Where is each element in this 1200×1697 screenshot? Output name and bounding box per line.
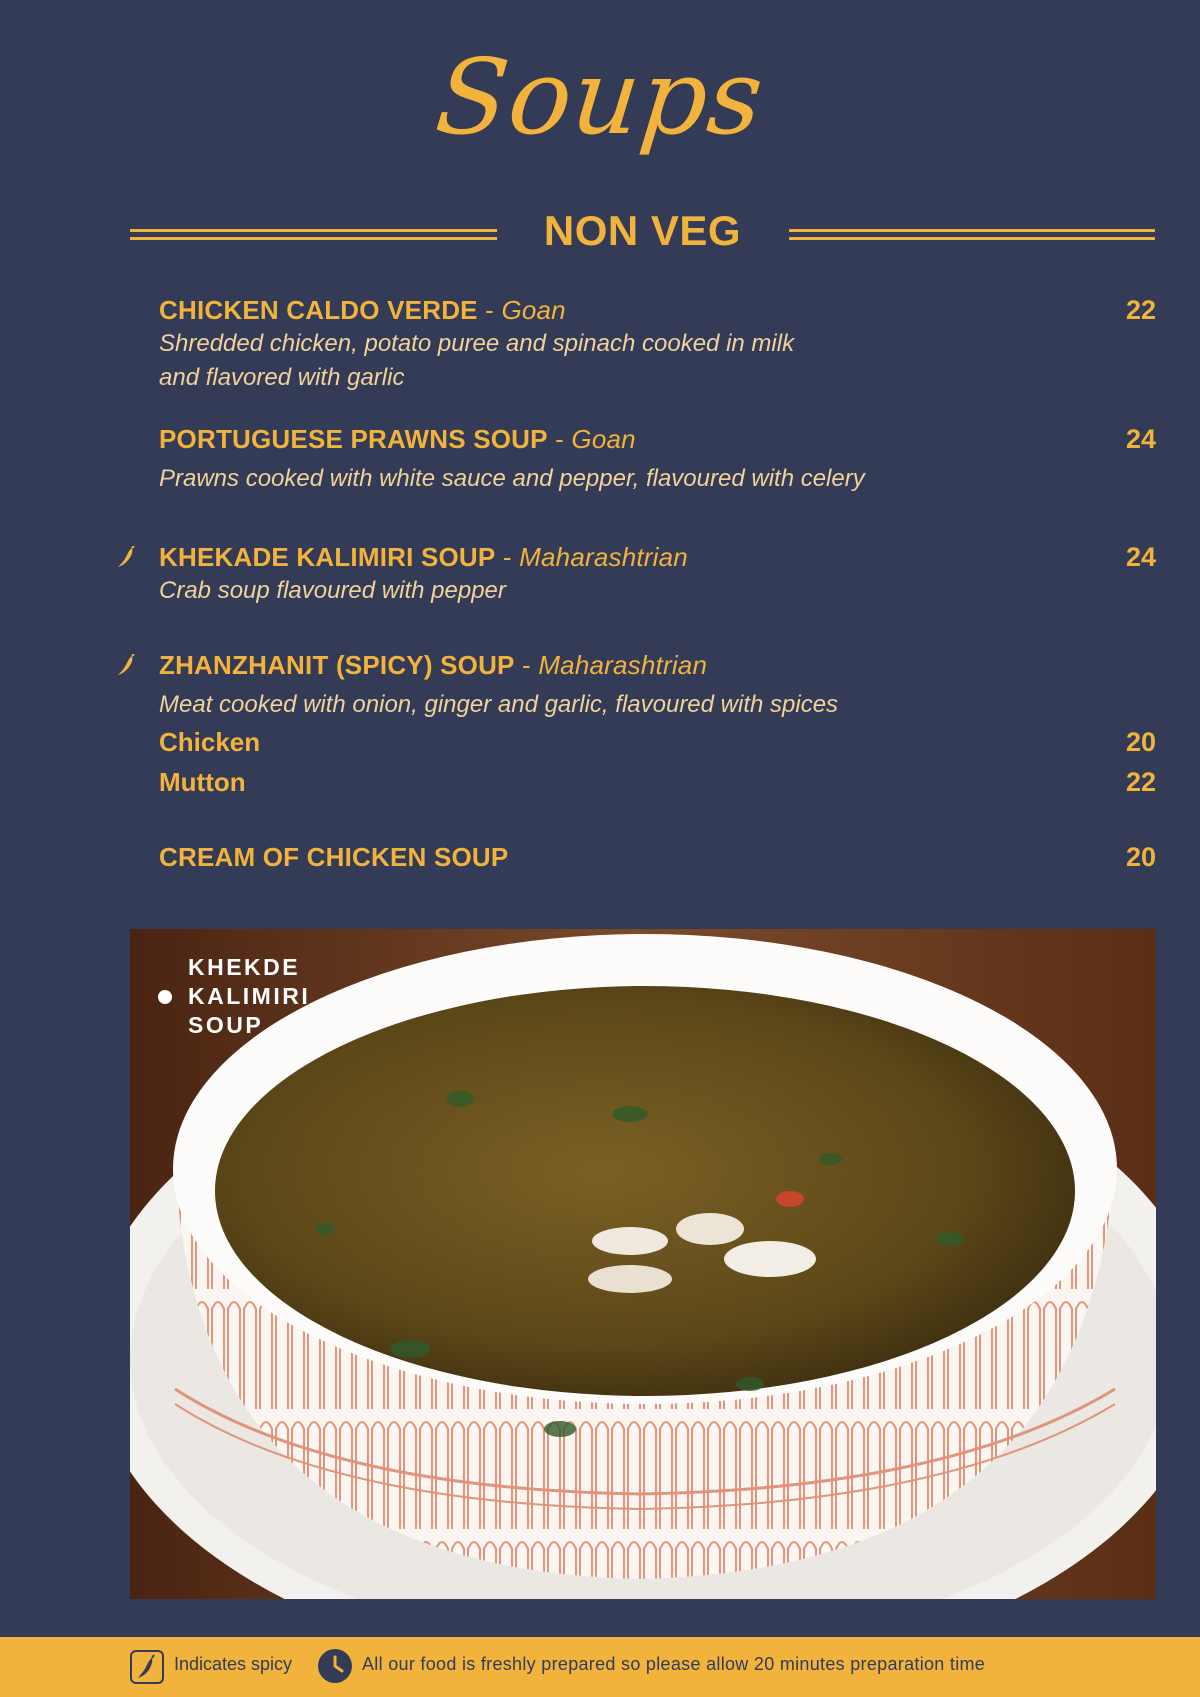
item-price: 22 [1125, 295, 1156, 325]
variant-row [159, 762, 1156, 802]
menu-item: ZHANZHANIT (SPICY) SOUP - Maharashtrian Meat cooked with onion, ginger and garlic, flavoured with spices Chicken 20 Mutton 22 [159, 648, 1156, 802]
preparation-note: All our food is freshly prepared so please allow 20 minutes preparation time [362, 1654, 986, 1674]
item-description: Shredded chicken, potato puree and spinach cooked in milk [159, 330, 795, 357]
section-header [130, 207, 1155, 257]
item-origin: Goan [501, 295, 566, 325]
item-name: CHICKEN CALDO VERDE [159, 295, 478, 325]
item-name: KHEKADE KALIMIRI SOUP [159, 542, 496, 572]
item-price: 20 [1125, 842, 1156, 872]
item-name: CREAM OF CHICKEN SOUP [159, 842, 509, 872]
menu-item [159, 840, 1156, 874]
item-name: PORTUGUESE PRAWNS SOUP [159, 424, 548, 454]
item-description: and flavored with garlic [159, 364, 405, 391]
menu-item: PORTUGUESE PRAWNS SOUP - Goan 24 Prawns cooked with white sauce and pepper, flavoured with celery [159, 422, 1156, 496]
soup-photo [130, 929, 1156, 1599]
variant-name: Mutton [159, 767, 246, 797]
spicy-legend: Indicates spicy [174, 1654, 293, 1674]
divider-right [789, 229, 1155, 240]
item-description: Meat cooked with onion, ginger and garlic, flavoured with spices [159, 691, 839, 718]
item-price: 24 [1125, 424, 1156, 454]
item-origin: Goan [571, 424, 636, 454]
item-description: Prawns cooked with white sauce and pepper, flavoured with celery [159, 465, 865, 492]
chili-icon [117, 546, 137, 568]
variant-row [159, 722, 1156, 762]
variant-price: 20 [1125, 727, 1156, 757]
chili-icon [117, 654, 137, 676]
variant-name: Chicken [159, 727, 261, 757]
chili-icon [130, 1650, 164, 1684]
item-name: ZHANZHANIT (SPICY) SOUP [159, 650, 515, 680]
item-price: 24 [1125, 542, 1156, 572]
menu-item: KHEKADE KALIMIRI SOUP - Maharashtrian 24 Crab soup flavoured with pepper [159, 540, 1156, 608]
item-description: Crab soup flavoured with pepper [159, 577, 506, 604]
item-origin: Maharashtrian [538, 650, 708, 680]
page-title: Soups [430, 36, 770, 158]
clock-icon [318, 1649, 352, 1683]
item-origin: Maharashtrian [519, 542, 688, 572]
footer-bar [0, 1637, 1200, 1697]
label-dot [158, 990, 172, 1004]
menu-item: CHICKEN CALDO VERDE - Goan 22 Shredded chicken, potato puree and spinach cooked in milk and flavored with garlic [159, 293, 1156, 395]
section-title: NON VEG [543, 207, 742, 254]
variant-price: 22 [1125, 767, 1156, 797]
photo-label: KHEKDE KALIMIRI SOUP [188, 954, 311, 1038]
